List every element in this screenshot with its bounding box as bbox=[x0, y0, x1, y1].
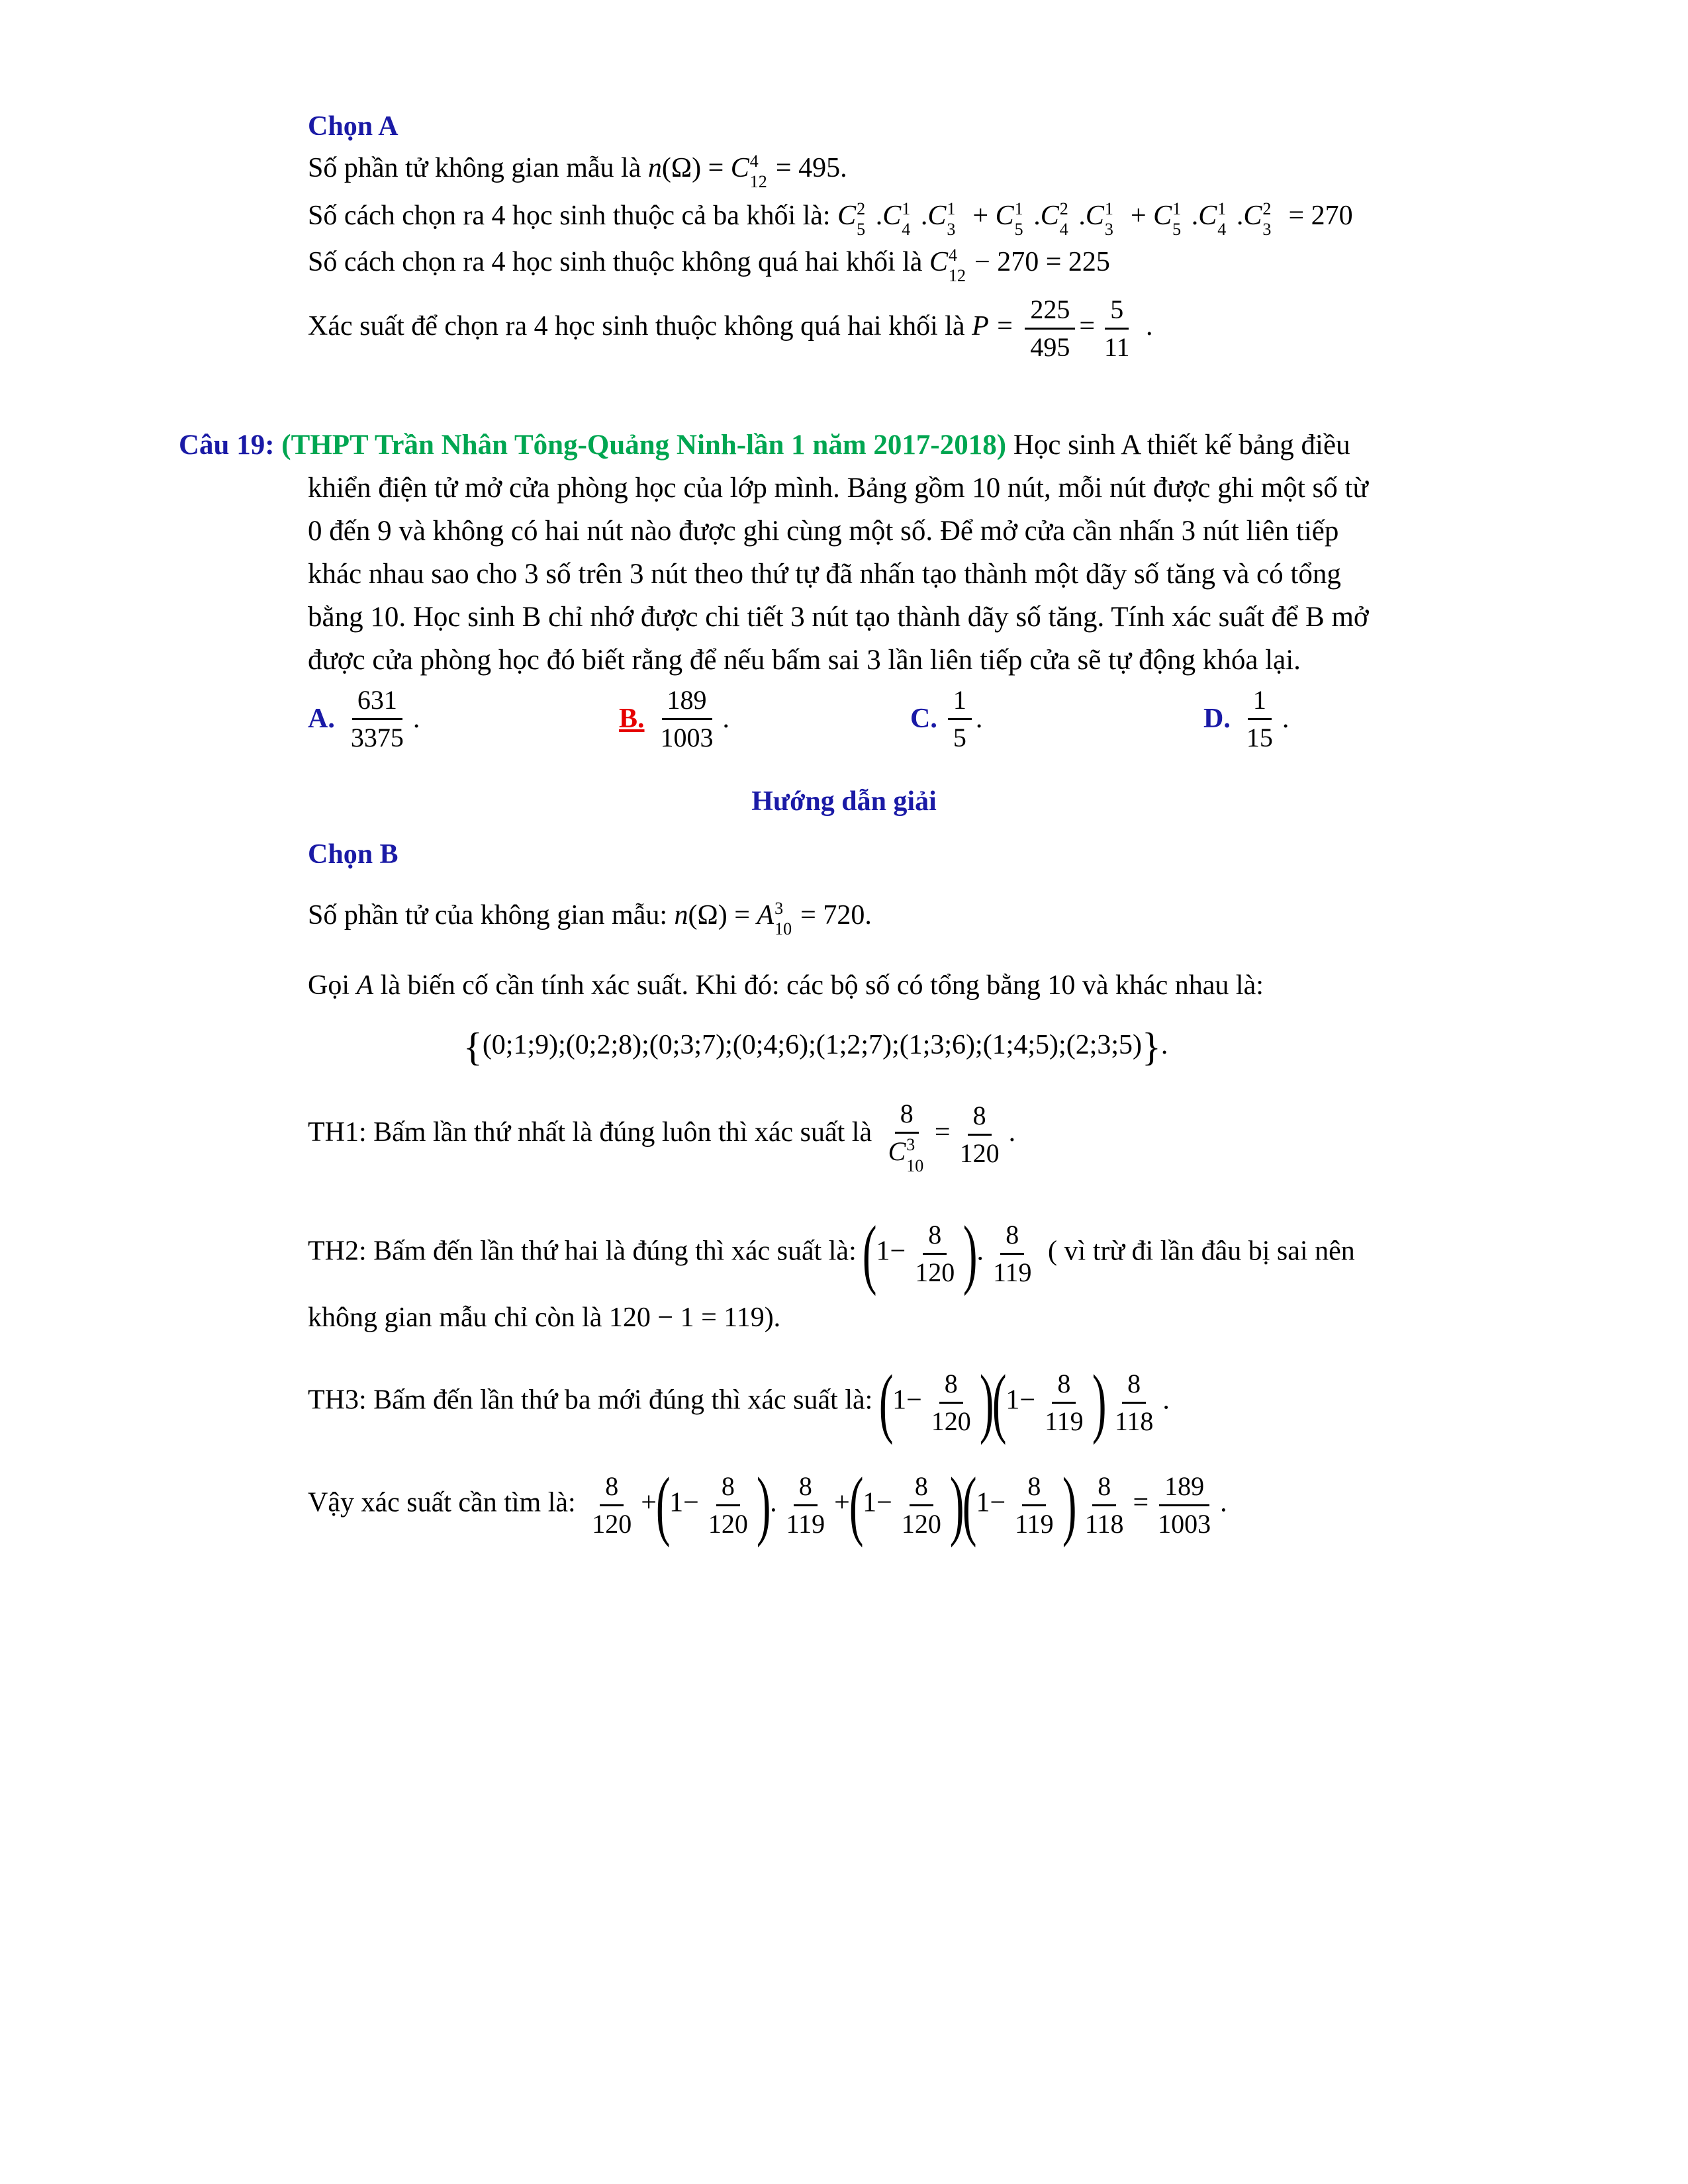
fraction-225-495: $\frac{225}{495}$ bbox=[1025, 295, 1075, 363]
question-line: khiển điện tử mở cửa phòng học của lớp mình. Bảng gồm 10 nút, mỗi nút được ghi một số từ bbox=[308, 473, 1368, 504]
solution-sample-text: Số phần tử của không gian mẫu: bbox=[308, 900, 668, 931]
prev-line3-rest: − 270 = 225 bbox=[974, 247, 1110, 277]
option-a-fraction: $\frac{631}{3375}$ bbox=[350, 685, 404, 752]
option-b-fraction: $\frac{189}{1003}$ bbox=[660, 685, 714, 752]
option-d-fraction: $\frac{1}{15}$ bbox=[1246, 685, 1273, 752]
math-n: n bbox=[647, 153, 662, 183]
solution-event-definition: Gọi A là biến cố cần tính xác suất. Khi đó: các bộ số có tổng bằng 10 và khác nhau là: bbox=[308, 970, 1264, 1001]
question-text-line1: Học sinh A thiết kế bảng điều bbox=[1013, 430, 1350, 461]
math-omega: Ω bbox=[671, 153, 692, 183]
option-a-label: A. bbox=[308, 704, 335, 735]
option-b-label: B. bbox=[619, 704, 645, 735]
option-d[interactable]: D. $\frac{1}{15}$ . bbox=[1203, 685, 1289, 752]
solution-tuple-set: {(0;1;9);(0;2;8);(0;3;7);(0;4;6);(1;2;7);(1;3;6);(1;4;5);(2;3;5)}. bbox=[463, 1025, 1168, 1069]
option-d-label: D. bbox=[1203, 704, 1231, 735]
final-result-fraction: $\frac{189}{1003}$ bbox=[1158, 1471, 1211, 1539]
prev-line3-text: Số cách chọn ra 4 học sinh thuộc không quá hai khối là bbox=[308, 247, 923, 277]
option-c[interactable]: C. $\frac{1}{5}$ . bbox=[910, 685, 983, 752]
math-C: C bbox=[929, 247, 948, 277]
prev-choose-label: Chọn A bbox=[308, 111, 399, 142]
prev-line-three-grades: Số cách chọn ra 4 học sinh thuộc cả ba khối là: C 2 5 .C 1 4 .C 1 3 + C 1 5 .C 2 4 .C 1 3 + C 1 5 .C 1 4 .C 2 3 = 270 bbox=[308, 199, 1353, 240]
prev-line-two-grades: Số cách chọn ra 4 học sinh thuộc không quá hai khối là C 4 12 − 270 = 225 bbox=[308, 245, 1110, 286]
option-c-label: C. bbox=[910, 704, 937, 735]
solution-th2-note: không gian mẫu chỉ còn là 120 − 1 = 119). bbox=[308, 1302, 781, 1333]
option-a[interactable]: A. $\frac{631}{3375}$ . bbox=[308, 685, 420, 752]
question-body bbox=[179, 467, 1509, 682]
solution-final: Vậy xác suất cần tìm là: $\frac{8}{120}$ +(1− $\frac{8}{120}$ ). $\frac{8}{119}$ +(1− $\frac{8}{120}$ )(1− $\frac{8}{119}$ ) $\frac{8}{118}$ = $\frac{189}{1003}$ . bbox=[308, 1461, 1227, 1548]
question-source: (THPT Trần Nhân Tông-Quảng Ninh-lần 1 năm 2017-2018) bbox=[281, 430, 1007, 461]
solution-th2: TH2: Bấm đến lần thứ hai là đúng thì xác suất là: (1− $\frac{8}{120}$ ). $\frac{8}{119}$ ( vì trừ đi lần đâu bị sai nên bbox=[308, 1210, 1355, 1297]
prev-line1-text: Số phần tử không gian mẫu là bbox=[308, 153, 641, 183]
solution-th1: TH1: Bấm lần thứ nhất là đúng luôn thì xác suất là 8 C 3 10 = $\frac{8}{120}$ . bbox=[308, 1099, 1016, 1175]
option-c-fraction: $\frac{1}{5}$ bbox=[948, 685, 972, 753]
prev-line2-result: = 270 bbox=[1288, 201, 1353, 231]
prev-line2-text: Số cách chọn ra 4 học sinh thuộc cả ba khối là: bbox=[308, 201, 831, 231]
math-result: = 495 bbox=[775, 153, 841, 183]
question-label: Câu 19: bbox=[179, 430, 275, 461]
solution-heading: Hướng dẫn giải bbox=[751, 786, 937, 817]
prev-line4-text: Xác suất để chọn ra 4 học sinh thuộc không quá hai khối là bbox=[308, 311, 965, 342]
question-line: bằng 10. Học sinh B chỉ nhớ được chi tiết 3 nút tạo thành dãy số tăng. Tính xác suất để B mở bbox=[308, 602, 1369, 633]
th1-fraction: $\frac{8}{120}$ bbox=[959, 1100, 1000, 1168]
question-line: khác nhau sao cho 3 số trên 3 nút theo thứ tự đã nhấn tạo thành một dãy số tăng và có tổng bbox=[308, 559, 1341, 590]
solution-choose-label: Chọn B bbox=[308, 839, 399, 870]
solution-th3: TH3: Bấm đến lần thứ ba mới đúng thì xác suất là: (1− $\frac{8}{120}$ )(1− $\frac{8}{119}$ ) $\frac{8}{118}$ . bbox=[308, 1359, 1170, 1445]
math-P: P = bbox=[972, 311, 1014, 342]
question-19 bbox=[179, 424, 1509, 682]
solution-sample-space: Số phần tử của không gian mẫu: n(Ω) = A 3 10 = 720. bbox=[308, 898, 872, 939]
prev-line-sample-space: Số phần tử không gian mẫu là n(Ω) = C 4 12 = 495. bbox=[308, 151, 847, 192]
question-line: 0 đến 9 và không có hai nút nào được ghi cùng một số. Để mở cửa cần nhấn 3 nút liên tiếp bbox=[308, 516, 1339, 547]
option-b[interactable]: B. $\frac{189}{1003}$ . bbox=[619, 685, 730, 752]
th1-fraction-c: 8 C 3 10 bbox=[888, 1099, 924, 1175]
prev-line-probability: Xác suất để chọn ra 4 học sinh thuộc không quá hai khối là P = $\frac{225}{495}$ = $\frac{5}{11}$ . bbox=[308, 295, 1153, 362]
math-C: C bbox=[730, 153, 749, 183]
question-line: được cửa phòng học đó biết rằng để nếu bấm sai 3 lần liên tiếp cửa sẽ tự động khóa lại. bbox=[308, 645, 1301, 676]
fraction-5-11: $\frac{5}{11}$ bbox=[1104, 295, 1130, 362]
math-sup-sub: 4 12 bbox=[749, 151, 767, 192]
